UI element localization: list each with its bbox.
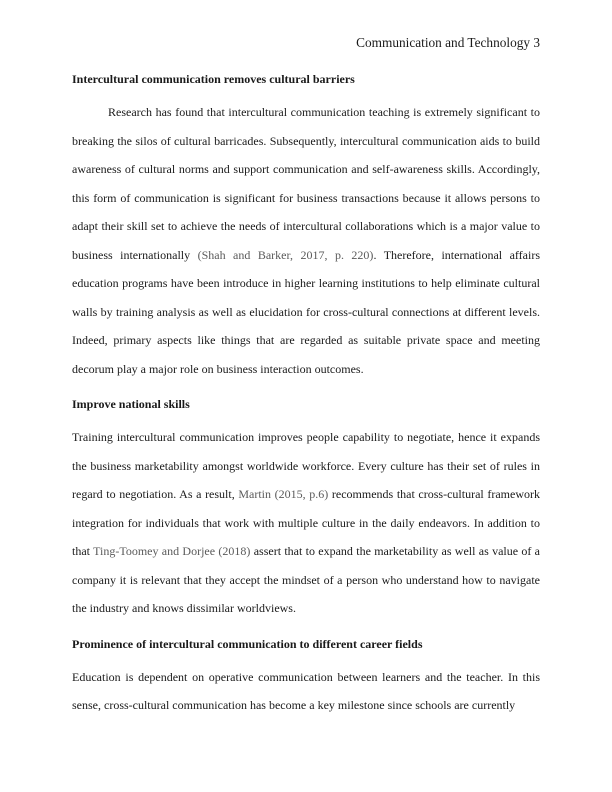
section-heading: Intercultural communication removes cultural barriers — [72, 72, 355, 86]
paragraph-text: assert that to expand the marketability as well as value of a company it is relevant that they accept the mindset of a person who understand how to navigate the industry and knows dissimilar worldviews. — [72, 544, 541, 615]
section-heading: Improve national skills — [72, 397, 190, 411]
running-header: Communication and Technology 3 — [356, 35, 540, 50]
document-body — [72, 70, 540, 720]
section-paragraph — [72, 423, 540, 623]
paragraph-text: . Therefore, international affairs education programs have been introduce in higher learning institutions to help eliminate cultural walls by training analysis as well as elucidation for cross-cultural connections at different levels. Indeed, primary aspects like things that are regarded as suitable private space and meeting decorum play a major role on business interaction outcomes. — [72, 247, 540, 376]
citation: Ting-Toomey and Dorjee (2018) — [93, 544, 251, 558]
section-paragraph — [72, 663, 540, 720]
section-heading: Prominence of intercultural communication to different career fields — [72, 636, 423, 651]
paragraph-text: recommends that cross-cultural framework integration for individuals that work with multiple culture in the daily endeavors. In addition to that — [72, 487, 541, 558]
paragraph-text: Training intercultural communication improves people capability to negotiate, hence it expands the business marketability amongst worldwide workforce. Every culture has their set of rules in regard to negotiation. As a result, — [72, 430, 540, 501]
paragraph-text: Education is dependent on operative communication between learners and the teacher. In this sense, cross-cultural communication has become a key milestone since schools are currently — [72, 669, 540, 712]
section-paragraph — [72, 98, 540, 383]
citation: (Shah and Barker, 2017, p. 220) — [197, 247, 374, 262]
citation: Martin (2015, p.6) — [238, 487, 329, 501]
paragraph-text: Research has found that intercultural communication teaching is extremely significant to breaking the silos of cultural barricades. Subsequently, intercultural communication aids to build awareness of cultural norms and support communication and self-awareness skills. Accordingly, this form of communication is significant for business transactions because it allows persons to adapt their skill set to achieve the needs of intercultural collaborations which is a major value to business internationally — [72, 105, 540, 262]
